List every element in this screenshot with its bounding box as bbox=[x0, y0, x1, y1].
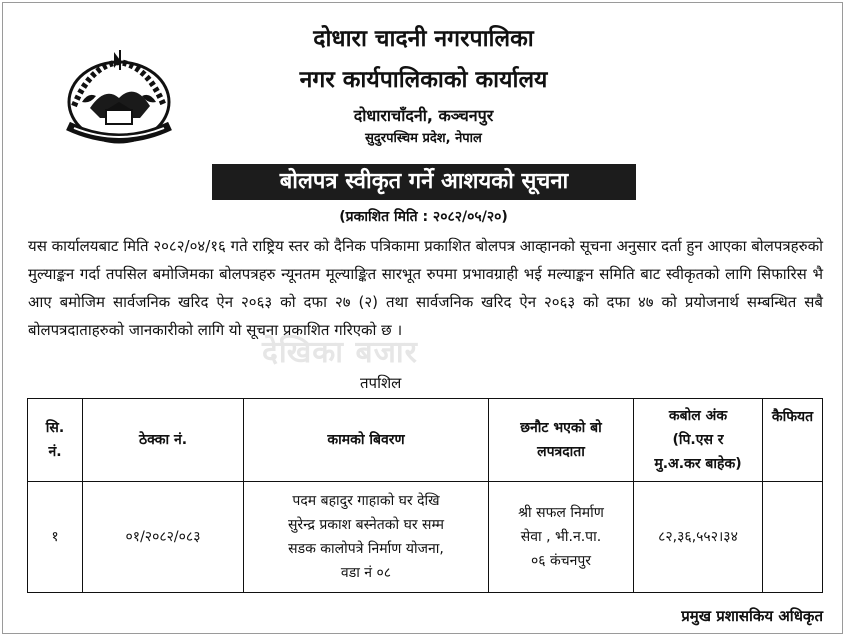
watermark-logo: देखिका बजार bbox=[262, 335, 418, 370]
header-selected-bidder bbox=[489, 399, 634, 482]
bidder-line1: श्री सफल निर्माण bbox=[518, 505, 604, 521]
office-name: दोधारा चादनी नगरपालिका bbox=[313, 26, 534, 52]
header-amount-line1: कबोल अंक bbox=[668, 408, 728, 424]
header-amount-line3: मु.अ.कर बाहेक) bbox=[654, 456, 742, 472]
table-header-row bbox=[28, 399, 823, 482]
bidder-line2: सेवा , भी.न.पा. bbox=[520, 529, 602, 545]
cell-selected-bidder bbox=[489, 482, 634, 593]
cell-contract-no: ०१/२०८२/०८३ bbox=[83, 482, 244, 593]
header-sn-line1: सि. bbox=[45, 420, 65, 436]
header-amount-line2: (पि.एस र bbox=[672, 432, 724, 448]
header-contract-no: ठेक्का नं. bbox=[83, 399, 244, 482]
work-line1: पदम बहादुर गाहाको घर देखि bbox=[292, 493, 440, 509]
header-remarks: कैफियत bbox=[763, 399, 823, 482]
cell-sn: १ bbox=[28, 482, 83, 593]
notice-title: बोलपत्र स्वीकृत गर्ने आशयको सूचना bbox=[212, 164, 636, 200]
cell-remarks bbox=[763, 482, 823, 593]
bidder-line3: ०६ कंचनपुर bbox=[530, 553, 592, 569]
cell-work-description bbox=[244, 482, 489, 593]
notice-body: यस कार्यालयबाट मिति २०८२/०४/१६ गते राष्ट्रिय स्तर को दैनिक पत्रिकामा प्रकाशित बोलपत्र आव्हानको सूचना अनुसार दर्ता हुन आएका बोलपत्रहरुको मुल्याङ्कन गर्दा तपसिल बमोजिमका बोलपत्रहरु न्यूनतम मूल्याङ्कित सारभूत रुपमा प्रभावग्राही भई मल्याङ्कन समिति बाट स्वीकृतको लागि सिफारिस भै आए बमोजिम सार्वजनिक खरिद ऐन २०६३ को दफा २७ (२) तथा सार्वजनिक खरिद ऐन २०६३ को दफा ४७ को प्रयोजनार्थ सम्बन्धित सबै बोलपत्रदाताहरुको जानकारीको लागि यो सूचना प्रकाशित गरिएको छ । bbox=[28, 237, 823, 339]
header-sn bbox=[28, 399, 83, 482]
table-row bbox=[28, 482, 823, 593]
header-bidder-line2: लपत्रदाता bbox=[537, 444, 585, 460]
province-line: सुदुरपस्चिम प्रदेश, नेपाल bbox=[365, 131, 482, 146]
details-label: तपशिल bbox=[360, 374, 402, 392]
header-bidder-line1: छनौट भएको बो bbox=[520, 420, 602, 436]
header-work-description: कामको बिवरण bbox=[244, 399, 489, 482]
bid-table bbox=[27, 398, 823, 593]
office-address: दोधाराचाँदनी, कञ्चनपुर bbox=[353, 106, 494, 125]
executive-office-name: नगर कार्यपालिकाको कार्यालय bbox=[299, 67, 548, 93]
header-sn-line2: नं. bbox=[48, 444, 62, 460]
cell-bid-amount: ८२,३६,५५२।३४ bbox=[634, 482, 763, 593]
work-line4: वडा नं ०८ bbox=[340, 565, 392, 581]
header-bid-amount bbox=[634, 399, 763, 482]
work-line3: सडक कालोपत्रे निर्माण योजना, bbox=[288, 541, 444, 557]
signature-title: प्रमुख प्रशासकिय अधिकृत bbox=[681, 607, 823, 625]
work-line2: सुरेन्द्र प्रकाश बस्नेतको घर सम्म bbox=[287, 517, 445, 533]
published-date: (प्रकाशित मिति : २०८२/०५/२०) bbox=[339, 209, 508, 225]
